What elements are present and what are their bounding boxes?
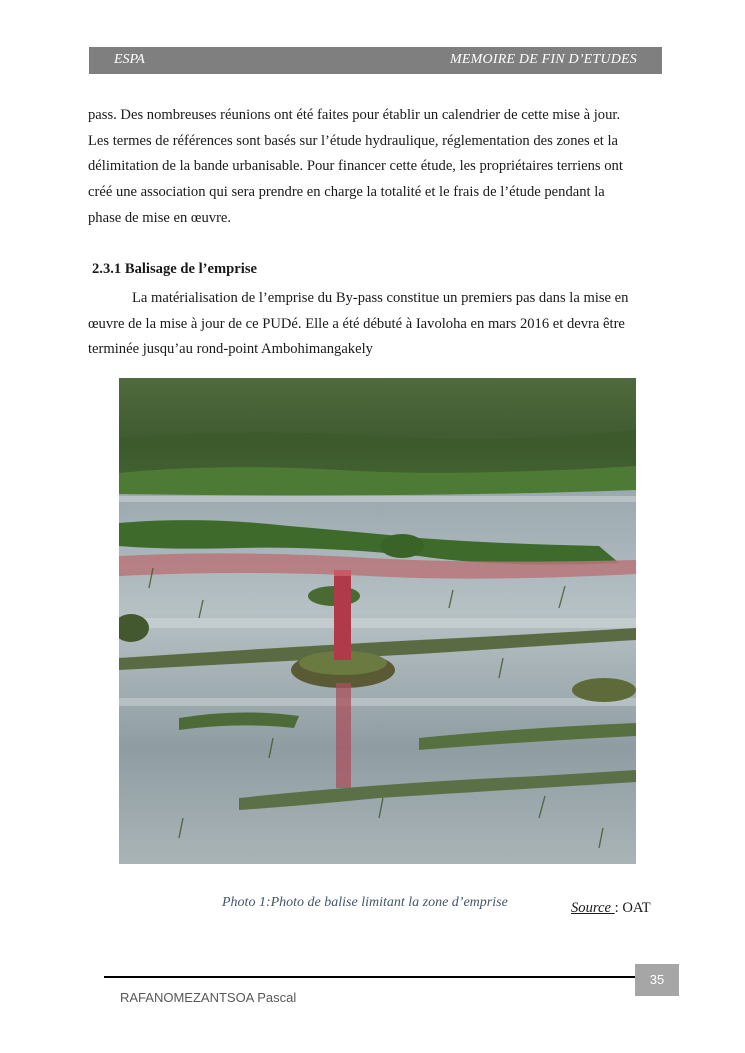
paragraph-1-line: phase de mise en œuvre. bbox=[88, 209, 232, 226]
header-school: ESPA bbox=[114, 52, 145, 67]
paragraph-2 bbox=[88, 286, 655, 363]
header-document-type: MEMOIRE DE FIN D’ETUDES bbox=[450, 52, 637, 67]
photo-source bbox=[571, 900, 651, 917]
paragraph-1-line: Les termes de références sont basés sur l’étude hydraulique, réglementation des zones et la bbox=[88, 132, 619, 149]
photo-caption: Photo 1:Photo de balise limitant la zone d’emprise bbox=[222, 895, 508, 910]
page-number-box bbox=[635, 964, 679, 996]
paragraph-1 bbox=[88, 103, 655, 232]
paragraph-2-line: œuvre de la mise à jour de ce PUDé. Elle a été débuté à Iavoloha en mars 2016 et devra être bbox=[88, 315, 625, 332]
footer-author: RAFANOMEZANTSOA Pascal bbox=[120, 990, 297, 1005]
footer-divider bbox=[104, 976, 635, 978]
paragraph-1-line: délimitation de la bande urbanisable. Pour financer cette étude, les propriétaires terriens ont bbox=[88, 158, 623, 175]
header-bar bbox=[89, 47, 662, 74]
source-value: : OAT bbox=[614, 900, 651, 916]
paragraph-1-line: pass. Des nombreuses réunions ont été faites pour établir un calendrier de cette mise à jour. bbox=[88, 107, 621, 123]
photo-flooded-field-marker bbox=[119, 378, 636, 864]
section-heading: 2.3.1 Balisage de l’emprise bbox=[92, 261, 257, 277]
paragraph-1-line: créé une association qui sera prendre en charge la totalité et le frais de l’étude pendant la bbox=[88, 184, 605, 201]
page-number: 35 bbox=[649, 972, 665, 987]
paragraph-2-line: La matérialisation de l’emprise du By-pass constitue un premiers pas dans la mise en bbox=[132, 290, 629, 306]
paragraph-2-line: terminée jusqu’au rond-point Ambohimangakely bbox=[88, 341, 373, 358]
source-label: Source bbox=[571, 900, 615, 916]
photo-illustration bbox=[119, 378, 636, 864]
